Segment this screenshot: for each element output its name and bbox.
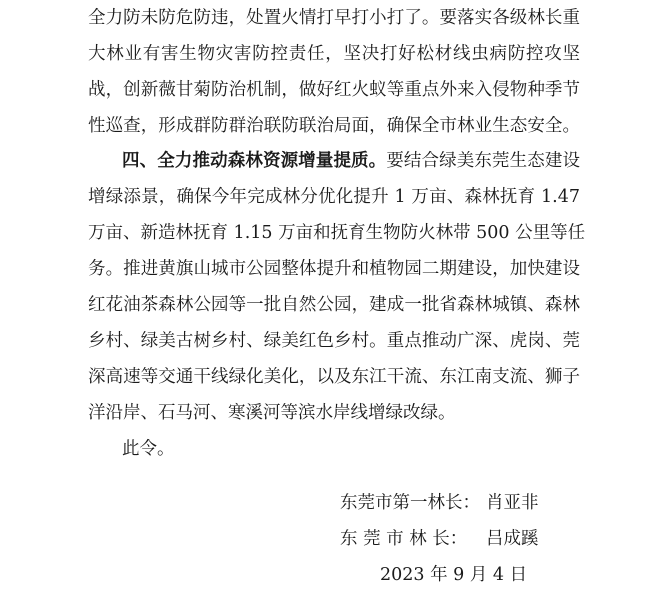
first-chief-name: 肖亚非 bbox=[486, 493, 539, 513]
document-date: 2023 年 9 月 4 日 bbox=[380, 565, 528, 585]
paragraph-4-heading: 四、全力推动森林资源增量提质。 bbox=[122, 151, 387, 171]
first-chief-title: 东莞市第一林长： bbox=[340, 493, 480, 513]
paragraph-3-line: 性巡查，形成群防群治联防联治局面，确保全市林业生态安全。 bbox=[88, 116, 580, 136]
chief-title: 东 莞 市 林 长： bbox=[340, 529, 468, 549]
paragraph-4-line: 洋沿岸、石马河、寒溪河等滨水岸线增绿改绿。 bbox=[88, 403, 456, 423]
closing-text: 此令。 bbox=[122, 439, 175, 459]
paragraph-4-line: 红花油茶森林公园等一批自然公园，建成一批省森林城镇、森林 bbox=[88, 295, 580, 315]
paragraph-3-line: 全力防未防危防违，处置火情打早打小打了。要落实各级林长重 bbox=[88, 8, 580, 28]
paragraph-4-first-line-text: 要结合绿美东莞生态建设 bbox=[386, 151, 581, 171]
paragraph-4-line: 深高速等交通干线绿化美化，以及东江干流、东江南支流、狮子 bbox=[88, 367, 580, 387]
paragraph-4-line: 增绿添景，确保今年完成林分优化提升 1 万亩、森林抚育 1.47 bbox=[88, 187, 580, 207]
paragraph-3-line: 大林业有害生物灾害防控责任，坚决打好松材线虫病防控攻坚 bbox=[88, 44, 580, 64]
paragraph-4-line: 乡村、绿美古树乡村、绿美红色乡村。重点推动广深、虎岗、莞 bbox=[88, 331, 580, 351]
paragraph-3-line: 战，创新薇甘菊防治机制，做好红火蚁等重点外来入侵物种季节 bbox=[88, 80, 580, 100]
paragraph-4-first-line bbox=[122, 149, 580, 173]
chief-name: 吕成蹊 bbox=[486, 529, 539, 549]
paragraph-4-line: 万亩、新造林抚育 1.15 万亩和抚育生物防火林带 500 公里等任 bbox=[88, 223, 586, 243]
paragraph-4-line: 务。推进黄旗山城市公园整体提升和植物园二期建设，加快建设 bbox=[88, 259, 580, 279]
